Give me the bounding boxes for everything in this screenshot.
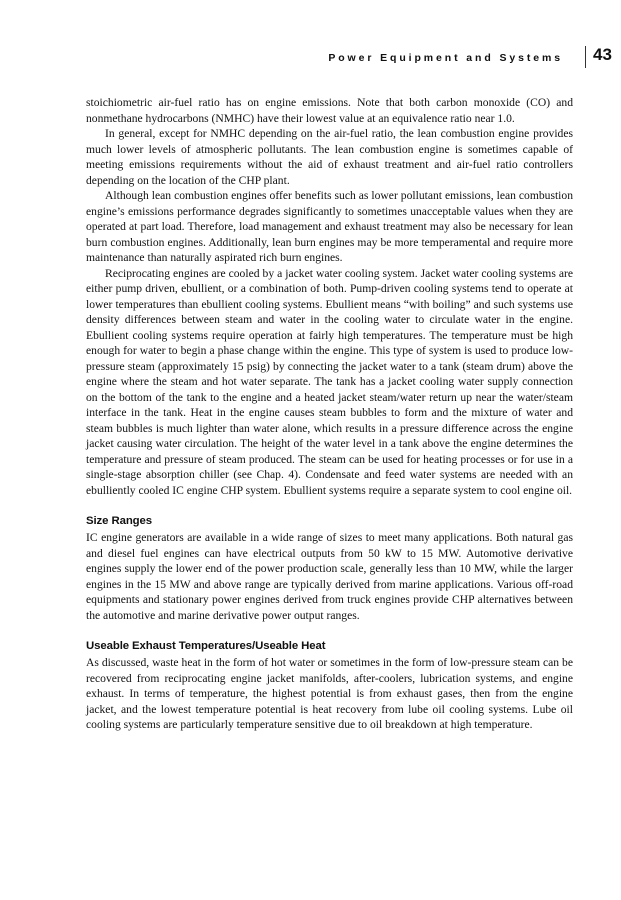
paragraph-continuation: stoichiometric air-fuel ratio has on engine emissions. Note that both carbon monoxide (CO) and nonmethane hydrocarbons (NMHC) have their lowest value at an equivalence ratio near 1.0. [86,96,573,125]
page-number: 43 [593,45,612,64]
page-body [86,95,573,733]
paragraph-size-ranges: IC engine generators are available in a wide range of sizes to meet many applications. Both natural gas and diesel fuel engines can have electrical outputs from 50 kW to 15 MW. Automotive derivative engines supply the lower end of the power production scale, generally less than 10 MW, while the larger engines in the 15 MW and above range are typically derived from marine applications. Various off-road equipments and stationary power engines derived from truck engines provide CHP alternatives between the automotive and marine derivative power output ranges. [86,531,573,622]
section-heading-exhaust-heat: Useable Exhaust Temperatures/Useable Heat [86,640,326,652]
header-divider [585,46,586,68]
page-header [0,46,621,70]
paragraph-lean-combustion: In general, except for NMHC depending on the air-fuel ratio, the lean combustion engine provides much lower levels of atmospheric pollutants. The lean combustion engine is sometimes capable of meeting emissions requirements without the aid of exhaust treatment and air-fuel ratio controllers depending on the location of the CHP plant. [86,127,573,187]
section-heading-size-ranges: Size Ranges [86,515,153,527]
paragraph-cooling-systems: Reciprocating engines are cooled by a jacket water cooling system. Jacket water cooling systems are either pump driven, ebullient, or a combination of both. Pump-driven cooling systems tend to operate at lower temperatures than ebullient cooling systems. Ebullient means “with boiling” and such systems use density differences between steam and water in the cooling water to circulate water in the engine. Ebullient cooling systems require operation at fairly high temperatures. The temperature must be high enough for water to begin a phase change within the engine. This type of system is used to produce low-pressure steam (approximately 15 psig) by connecting the jacket water to a tank (steam drum) above the engine where the steam and hot water separate. The tank has a jacket cooling water supply connection on the bottom of the tank to the engine and a heated jacket steam/water return up near the water/steam interface in the tank. Heat in the engine causes steam bubbles to form and the mixture of water and steam bubbles is much lighter than water alone, which results in a pressure difference across the engine jacket causing water circulation. The height of the water level in a tank above the engine determines the temperature and pressure of steam produced. The steam can be used for heating processes or for use in a single-stage absorption chiller (see Chap. 4). Condensate and feed water systems are needed with an ebulliently cooled IC engine CHP system. Ebullient systems require a separate system to cool engine oil. [86,266,573,497]
paragraph-part-load: Although lean combustion engines offer benefits such as lower pollutant emissions, lean combustion engine’s emissions performance degrades significantly to sometimes unacceptable values when they are operated at part load. Therefore, load management and exhaust treatment may also be necessary for lean burn combustion engines. Additionally, lean burn engines may be more temperamental and require more maintenance than naturally aspirated rich burn engines. [86,189,573,264]
paragraph-exhaust-heat: As discussed, waste heat in the form of hot water or sometimes in the form of low-pressure steam can be recovered from reciprocating engine jacket manifolds, after-coolers, lubrication systems, and engine exhaust. In terms of temperature, the highest potential is from exhaust gases, then from the engine jacket, and the lowest temperature potential is heat recovery from lube oil cooling systems. Lube oil cooling systems are particularly temperature sensitive due to oil breakdown at high temperature. [86,656,573,731]
running-title: Power Equipment and Systems [328,52,563,64]
